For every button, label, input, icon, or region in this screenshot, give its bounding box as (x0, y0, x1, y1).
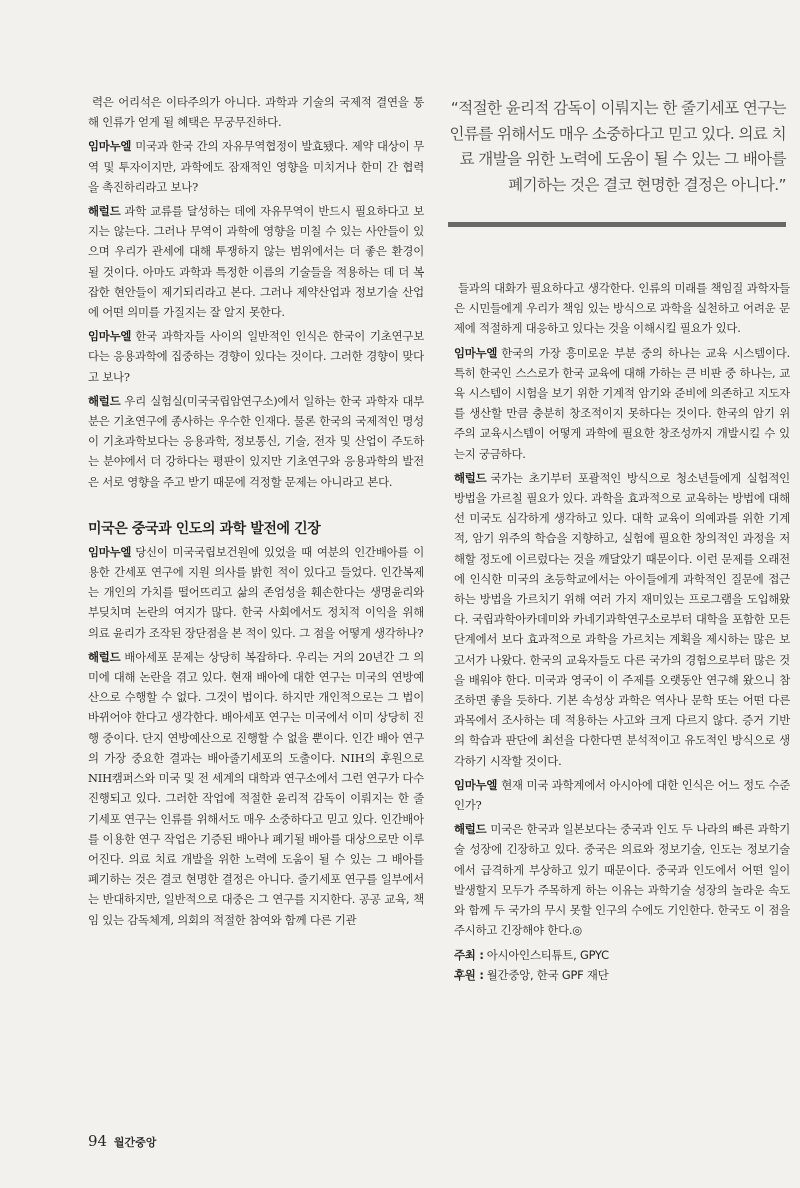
paragraph-text: 력은 어리석은 이타주의가 아니다. 과학과 기술의 국제적 결연을 통해 인류가 얻게 될 혜택은 무궁무진하다. (88, 95, 424, 130)
paragraph-text: 국가는 초기부터 포괄적인 방식으로 청소년들에게 실험적인 방법을 가르칠 필요가 있다. 과학을 효과적으로 교육하는 방법에 대해선 미국도 심각하게 생각하고 있다. 대학 교육이 의예과를 위한 기계적, 암기 위주의 학습을 지향하고, 실험에 필요한 창의적인 과정을 저해할 정도에 이르렀다는 것을 깨달았기 때문이다. 이런 문제를 오래전에 인식한 미국의 초등학교에서는 아이들에게 과학적인 질문에 접근하는 방법을 가르치기 위해 여러 가지 재미있는 프로그램을 도입해왔다. 국립과학아카데미와 카네기과학연구소로부터 대학을 포함한 모든 단계에서 보다 효과적으로 과학을 가르치는 계획을 제시하는 많은 보고서가 나왔다. 한국의 교육자들도 다른 국가의 경험으로부터 많은 것을 배워야 한다. 미국과 영국이 이 주제를 오랫동안 연구해 왔으니 참조하면 좋을 듯하다. 기본 속성상 과학은 역사나 문학 또는 어떤 다른 과목에서 조사하는 데 적용하는 사고와 크게 다르지 않다. 증거 기반의 학습과 판단에 최선을 다한다면 분석적이고 유도적인 방식으로 생각하기 시작할 것이다. (454, 470, 790, 768)
paragraph (88, 201, 424, 322)
section-heading: 미국은 중국과 인도의 과학 발전에 긴장 (88, 520, 321, 537)
paragraph (88, 326, 424, 387)
right-column (454, 278, 790, 985)
paragraph (454, 278, 790, 339)
paragraph-text: 우리 실험실(미국국립암연구소)에서 일하는 한국 과학자 대부분은 기초연구에 종사하는 우수한 인재다. 물론 한국의 국제적인 명성이 기초과학보다는 응용과학, 정보통신, 기술, 전자 및 산업이 주도하는 분야에서 더 강하다는 평판이 있지만 기초연구와 응용과학의 발전은 서로 영향을 주고 받기 때문에 걱정할 문제는 아니라고 본다. (88, 393, 424, 489)
speaker-label: 임마누엘 (454, 345, 498, 360)
speaker-label: 해럴드 (454, 470, 487, 485)
paragraph-text: 미국과 한국 간의 자유무역협정이 발효됐다. 제약 대상이 무역 및 투자이지만, 과학에도 잠재적인 영향을 미치거나 한미 간 협력을 촉진하리라고 보나? (88, 139, 424, 194)
speaker-label: 해럴드 (88, 204, 121, 219)
paragraph (88, 136, 424, 197)
speaker-label: 해럴드 (454, 822, 487, 837)
speaker-label: 임마누엘 (88, 544, 132, 559)
speaker-label: 해럴드 (88, 393, 121, 408)
paragraph (454, 468, 790, 771)
paragraph-text: 들과의 대화가 필요하다고 생각한다. 인류의 미래를 책임질 과학자들은 시민들에게 우리가 책임 있는 방식으로 과학을 실천하고 어려운 문제에 적절하게 대응하고 있다는 것을 이해시킬 필요가 있다. (454, 281, 790, 336)
credit-sponsor (454, 965, 790, 985)
pull-quote: “적절한 윤리적 감독이 이뤄지는 한 줄기세포 연구는 인류를 위해서도 매우 소중하다고 믿고 있다. 의료 치료 개발을 위한 노력에 도움이 될 수 있는 그 배아를 폐기하는 것은 결코 현명한 결정은 아니다.” (449, 99, 786, 194)
paragraph (88, 647, 424, 930)
credit-host (454, 945, 790, 965)
speaker-label: 임마누엘 (88, 329, 132, 344)
credit-sponsor-label: 후원 : (454, 967, 484, 982)
credit-host-value: 아시아인스티튜트, GPYC (486, 947, 609, 962)
credits (454, 945, 790, 985)
paragraph-text: 한국 과학자들 사이의 일반적인 인식은 한국이 기초연구보다는 응용과학에 집중하는 경향이 있다는 것이다. 그러한 경향이 맞다고 보나? (88, 329, 424, 384)
pull-quote-rule (448, 222, 786, 227)
paragraph-text: 배아세포 문제는 상당히 복잡하다. 우리는 거의 20년간 그 의미에 대해 논란을 겪고 있다. 현재 배아에 대한 연구는 미국의 연방예산으로 수행할 수 없다. 그것이 법이다. 하지만 개인적으로는 그 법이 바뀌어야 한다고 생각한다. 배아세포 연구는 미국에서 이미 상당히 진행 중이다. 단지 연방예산으로 진행할 수 없을 뿐이다. 인간 배아 연구의 가장 중요한 결과는 배아줄기세포의 도출이다. NIH의 후원으로 NIH캠퍼스와 미국 및 전 세계의 대학과 연구소에서 그런 연구가 다수 진행되고 있다. 그러한 작업에 적절한 윤리적 감독이 이뤄지는 한 줄기세포 연구는 인류를 위해서도 매우 소중하다고 믿고 있다. 인간배아를 이용한 연구 작업은 기증된 배아나 폐기될 배아를 대상으로만 이루어진다. 의료 치료 개발을 위한 노력에 도움이 될 수 있는 그 배아를 폐기하는 것은 결코 현명한 결정은 아니다. 줄기세포 연구를 일부에서는 반대하지만, 일반적으로 대중은 그 연구를 지지한다. 공공 교육, 책임 있는 감독체계, 의회의 적절한 참여와 함께 다른 기관 (88, 649, 424, 927)
page-footer (88, 1132, 156, 1150)
left-column (88, 92, 424, 934)
page-number: 94 (88, 1132, 108, 1150)
paragraph-text: 현재 미국 과학계에서 아시아에 대한 인식은 어느 정도 수준인가? (454, 777, 790, 813)
magazine-name: 월간중앙 (113, 1136, 157, 1149)
paragraph-text: 당신이 미국국립보건원에 있었을 때 여분의 인간배아를 이용한 간세포 연구에 지원 의사를 밝힌 적이 있다고 들었다. 인간복제는 개인의 가치를 떨어뜨리고 삶의 존엄성을 훼손한다는 생명윤리와 부딪치며 논란의 여지가 많다. 한국 사회에서도 정치적 이익을 위해 의료 윤리가 조작된 장단점을 본 적이 있다. 그 점을 어떻게 생각하나? (88, 544, 424, 640)
paragraph-text: 한국의 가장 흥미로운 부분 중의 하나는 교육 시스템이다. 특히 한국인 스스로가 한국 교육에 대해 가하는 큰 비판 중 하나는, 교육 시스템이 시험을 보기 위한 기계적 암기와 준비에 의존하고 지도자를 생산할 만큼 충분히 창조적이지 못하다는 것이다. 한국의 암기 위주의 교육시스템이 어떻게 과학에 필요한 창조성까지 개발시킬 수 있는지 궁금하다. (454, 345, 790, 461)
paragraph-text: 과학 교류를 달성하는 데에 자유무역이 반드시 필요하다고 보지는 않는다. 그러나 무역이 과학에 영향을 미칠 수 있는 사안들이 있으며 우리가 관세에 대해 투쟁하지 않는 범위에서는 더 좋은 환경이 될 것이다. 아마도 과학과 특정한 이름의 기술들을 적용하는 데 더 복잡한 현안들이 제기되리라고 본다. 그러나 제약산업과 정보기술 산업에 어떤 의미를 가질지는 잘 알지 못한다. (88, 204, 424, 320)
credit-sponsor-value: 월간중앙, 한국 GPF 재단 (486, 967, 609, 982)
paragraph (88, 542, 424, 643)
paragraph (454, 775, 790, 815)
credit-host-label: 주최 : (454, 947, 484, 962)
paragraph (454, 819, 790, 940)
paragraph (88, 391, 424, 492)
speaker-label: 해럴드 (88, 649, 121, 664)
speaker-label: 임마누엘 (454, 777, 498, 792)
speaker-label: 임마누엘 (88, 139, 132, 154)
paragraph (454, 343, 790, 464)
paragraph (88, 92, 424, 132)
paragraph-text: 미국은 한국과 일본보다는 중국과 인도 두 나라의 빠른 과학기술 성장에 긴장하고 있다. 중국은 의료와 정보기술, 인도는 정보기술에서 급격하게 부상하고 있기 때문이다. 중국과 인도에서 어떤 일이 발생할지 모두가 주목하게 하는 이유는 과학기술 성장의 놀라운 속도와 함께 두 국가의 무시 못할 인구의 수에도 기인한다. 한국도 이 점을 주시하고 긴장해야 한다.◎ (454, 822, 790, 938)
